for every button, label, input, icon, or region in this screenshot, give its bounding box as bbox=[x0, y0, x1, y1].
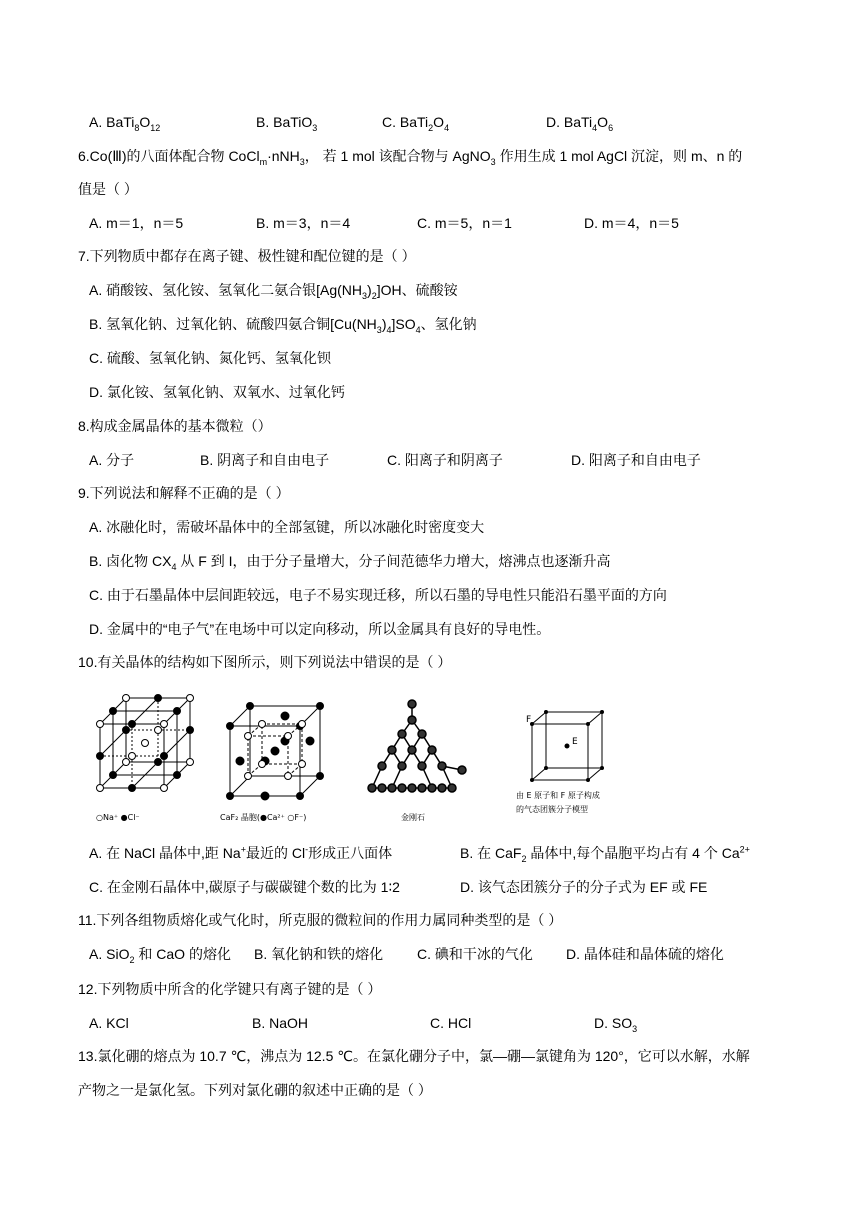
caf2-crystal-figure bbox=[222, 700, 332, 810]
cluster-figure-caption-2: 的气态团簇分子模型 bbox=[516, 805, 588, 814]
q8-option-a: A. 分子 bbox=[89, 452, 135, 468]
q12-option-a: A. KCl bbox=[89, 1015, 129, 1031]
q8-option-d: D. 阳离子和自由电子 bbox=[571, 452, 701, 468]
q9-option-b: B. 卤化物 $CX_4$ 从 F 到 I，由于分子量增大，分子间范德华力增大，熔沸点也逐渐升高 bbox=[89, 553, 611, 572]
q12-option-c: C. HCl bbox=[430, 1015, 472, 1031]
q12-option-d: D. $SO_3$ bbox=[594, 1015, 638, 1034]
cluster-label-e: E bbox=[572, 737, 578, 747]
q8-stem: 8.构成金属晶体的基本微粒（） bbox=[78, 418, 272, 434]
q12-stem: 12.下列物质中所含的化学键只有离子键的是（ ） bbox=[78, 981, 382, 997]
nacl-crystal-figure bbox=[88, 690, 198, 825]
q11-option-d: D. 晶体硅和晶体硫的熔化 bbox=[566, 946, 724, 962]
q11-option-c: C. 碘和干冰的气化 bbox=[417, 946, 533, 962]
q6-option-d: D. m＝4，n＝5 bbox=[584, 215, 679, 231]
q11-option-a: A. SiO$_2$ 和 CaO 的熔化 bbox=[89, 946, 231, 965]
q7-option-a: A. 硝酸铵、氢化铵、氢氧化二氨合银$[Ag(NH_3)_2]OH$、硫酸铵 bbox=[89, 282, 458, 301]
q8-option-c: C. 阳离子和阴离子 bbox=[387, 452, 503, 468]
q7-option-c: C. 硫酸、氢氧化钠、氮化钙、氢氧化钡 bbox=[89, 350, 331, 366]
q10-option-d: D. 该气态团簇分子的分子式为 EF 或 FE bbox=[460, 879, 708, 895]
cluster-label-f: F bbox=[526, 715, 532, 725]
diamond-figure-caption: 金刚石 bbox=[401, 813, 425, 822]
q6-stem-line2: 值是（ ） bbox=[78, 181, 138, 197]
diamond-crystal-figure bbox=[362, 698, 472, 804]
q5-option-c: C. $BaTi_2O_4$ bbox=[382, 114, 450, 133]
q6-option-b: B. m＝3，n＝4 bbox=[256, 215, 351, 231]
q9-option-a: A. 冰融化时，需破坏晶体中的全部氢键，所以冰融化时密度变大 bbox=[89, 519, 485, 535]
q11-stem: 11.下列各组物质熔化或气化时，所克服的微粒间的作用力属同种类型的是（ ） bbox=[78, 912, 563, 928]
q11-option-b: B. 氧化钠和铁的熔化 bbox=[254, 946, 384, 962]
cluster-molecule-figure bbox=[526, 706, 612, 782]
q6-stem-line1: 6.Co(Ⅲ)的八面体配合物 CoCl$_m$·nNH$_3$， 若 1 mol 该配合物与 AgNO$_3$ 作用生成 1 mol AgCl 沉淀，则 m、n 的 bbox=[78, 148, 743, 167]
q9-stem: 9.下列说法和解释不正确的是（ ） bbox=[78, 485, 290, 501]
q6-option-a: A. m＝1，n＝5 bbox=[89, 215, 184, 231]
q10-option-a: A. 在 NaCl 晶体中,距 Na+最近的 Cl-形成正八面体 bbox=[89, 844, 393, 861]
q7-option-d: D. 氯化铵、氢氧化钠、双氧水、过氧化钙 bbox=[89, 384, 345, 400]
caf2-figure-caption: CaF₂ 晶胞(●Ca²⁺ ○F⁻) bbox=[220, 813, 307, 822]
q10-option-b: B. 在 CaF$_2$ 晶体中,每个晶胞平均占有 4 个 $Ca^{2+}$ bbox=[460, 844, 750, 864]
q13-stem-line2: 产物之一是氯化氢。下列对氯化硼的叙述中正确的是（ ） bbox=[78, 1082, 432, 1098]
cluster-figure-caption-1: 由 E 原子和 F 原子构成 bbox=[516, 791, 600, 800]
q10-option-c: C. 在金刚石晶体中,碳原子与碳碳键个数的比为 1∶2 bbox=[89, 879, 400, 895]
q13-stem-line1: 13.氯化硼的熔点为 10.7 ℃，沸点为 12.5 ℃。在氯化硼分子中，氯—硼—氯键角为 120°，它可以水解，水解 bbox=[78, 1048, 750, 1064]
q7-stem: 7.下列物质中都存在离子键、极性键和配位键的是（ ） bbox=[78, 248, 416, 264]
q5-option-b: B. BaTiO$_3$ bbox=[256, 114, 318, 133]
q8-option-b: B. 阴离子和自由电子 bbox=[200, 452, 330, 468]
q5-option-a: A. $BaTi_8O_{12}$ bbox=[89, 114, 161, 133]
q7-option-b: B. 氢氧化钠、过氧化钠、硫酸四氨合铜$[Cu(NH_3)_4]SO_4$、氢化钠 bbox=[89, 316, 477, 335]
nacl-figure-caption: ○Na⁺ ●Cl⁻ bbox=[96, 813, 140, 822]
q5-option-d: D. $BaTi_4O_6$ bbox=[546, 114, 614, 133]
q12-option-b: B. NaOH bbox=[252, 1015, 309, 1031]
q9-option-c: C. 由于石墨晶体中层间距较远，电子不易实现迁移，所以石墨的导电性只能沿石墨平面的方向 bbox=[89, 587, 667, 603]
q6-option-c: C. m＝5，n＝1 bbox=[417, 215, 512, 231]
q9-option-d: D. 金属中的“电子气”在电场中可以定向移动，所以金属具有良好的导电性。 bbox=[89, 621, 551, 637]
q10-stem: 10.有关晶体的结构如下图所示，则下列说法中错误的是（ ） bbox=[78, 654, 452, 670]
